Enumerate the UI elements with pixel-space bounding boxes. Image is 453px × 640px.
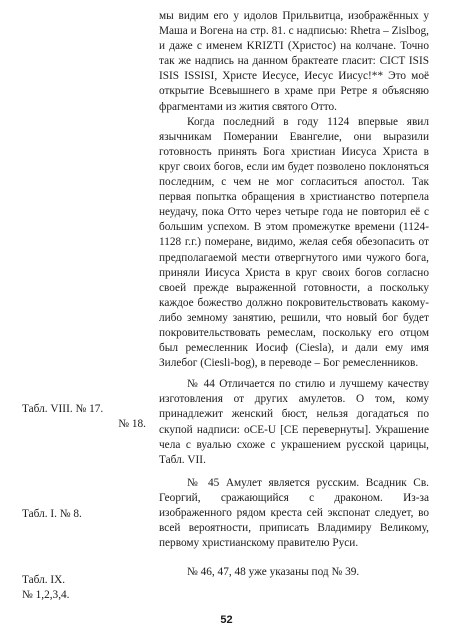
margin-note-line: Табл. I. № 8. (22, 508, 82, 520)
margin-note-table-ix (22, 573, 146, 603)
margin-note-table-i (22, 507, 146, 522)
margin-note-line: Табл. IX. (22, 574, 66, 586)
page-number: 52 (220, 614, 233, 626)
paragraph-item-44: № 44 Отличается по стилю и лучшему качеству изготовления от других амулетов. О том, кому принадлежит женский бюст, нельзя догадаться по скупой надписи: oCE-U [CE перевернуты]. Украшение чела с вуалью схоже с украшением русской царицы, Табл. VII. (159, 378, 429, 466)
paragraph-items-46-48: № 46, 47, 48 уже указаны под № 39. (187, 566, 360, 579)
margin-note-line: № 18. (118, 418, 146, 431)
paragraph-otto-history: Когда последний в году 1124 впервые явил язычникам Померании Евангелие, они выразили готовность принять Бога христиан Иисуса Христа в круг своих богов, если им будет позволено поклоняться последним, с чем не мог согласиться апостол. Так первая попытка обращения в христианство потерпела неудачу, пока Отто через четыре года не повторил её с большим успехом. В этом промежутке времени (1124-1128 г.г.) померане, видимо, желая себя обезопасить от предполагаемой мести отвергнутого ими чужого бога, приняли Иисуса Христа в круг своих богов согласно своей прежде выраженной готовности, а поскольку каждое божество должно покровительствовать какому-либо земному занятию, решили, что новый бог будет покровительствовать ремеслам, поскольку его отцом был ремесленник Иосиф (Ciesla), и дали ему имя Зилебог (Ciesli-bog), в переводе – Бог ремесленников. (159, 115, 429, 370)
main-text-column (159, 9, 429, 580)
paragraph-continuation: мы видим его у идолов Прильвитца, изображённых у Маша и Вогена на стр. 81. с надписью: Rhetra – Zislbog, и даже с именем KRIZTI (Христос) на колчане. Точно так же надпись на данном брактеате гласит: CICT ISIS ISIS ISSISI, Христе Иесусе, Иесус Иисус!** Это моё открытие Всевышнего в храме при Ретре я объясняю фрагментами из жития святого Отто. (159, 10, 429, 113)
margin-note-table-viii (22, 402, 146, 432)
paragraph-item-45: № 45 Амулет является русским. Всадник Св. Георгий, сражающийся с драконом. Из-за изображенного рядом креста сей экспонат следует, во всей вероятности, приписать Владимиру Великому, первому христианскому правителю Руси. (159, 476, 429, 550)
margin-note-line: Табл. VIII. № 17. (22, 403, 104, 415)
margin-note-line: № 1,2,3,4. (22, 589, 70, 602)
